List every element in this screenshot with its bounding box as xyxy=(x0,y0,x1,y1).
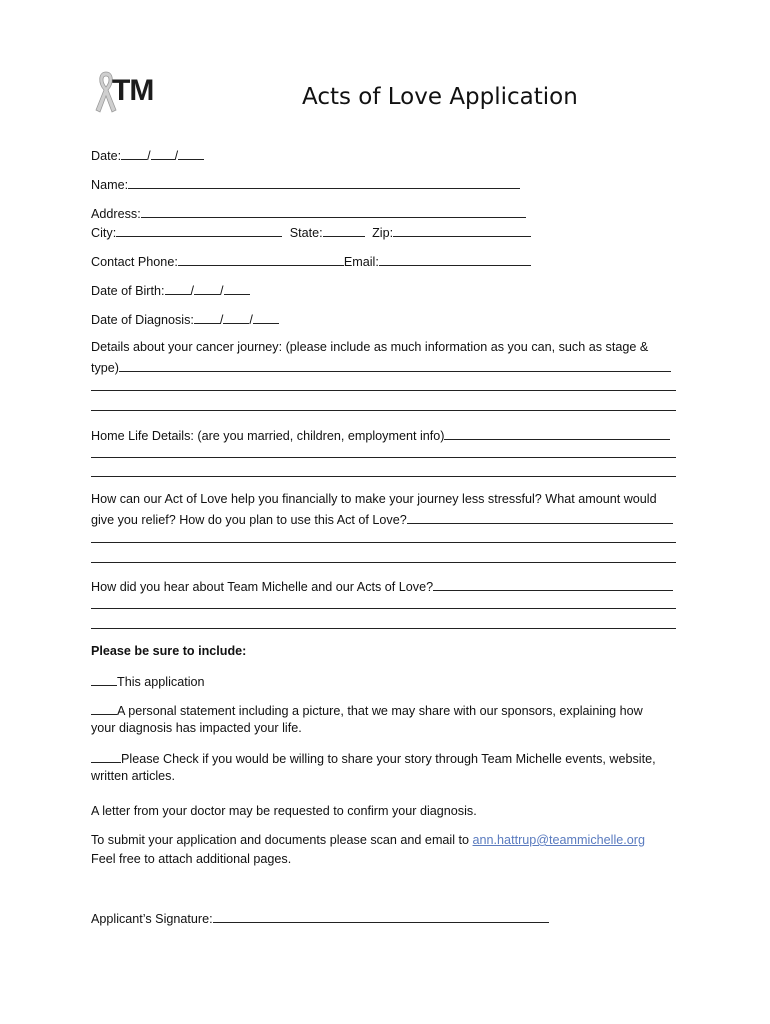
date-separator: / xyxy=(190,284,194,298)
checklist-item-label: This application xyxy=(117,675,205,689)
hear-about-row xyxy=(91,577,673,596)
address-row xyxy=(91,204,526,223)
submit-text: To submit your application and documents please scan and email to xyxy=(91,833,473,847)
hear-about-field[interactable] xyxy=(433,577,673,591)
answer-line[interactable] xyxy=(91,390,676,391)
zip-field[interactable] xyxy=(393,223,531,237)
checklist-blank[interactable] xyxy=(91,701,117,715)
dob-row xyxy=(91,281,250,300)
state-label: State: xyxy=(289,226,323,240)
home-life-label: Home Life Details: (are you married, children, employment info) xyxy=(91,429,445,443)
email-field[interactable] xyxy=(379,252,531,266)
date-year-field[interactable] xyxy=(178,146,204,160)
city-state-zip-row xyxy=(91,223,531,242)
checklist-item-statement xyxy=(91,701,643,720)
submit-row xyxy=(91,832,645,849)
phone-field[interactable] xyxy=(178,252,344,266)
phone-label: Contact Phone: xyxy=(91,255,178,269)
cancer-journey-row xyxy=(91,358,671,377)
checklist-item-application xyxy=(91,672,205,691)
date-separator: / xyxy=(147,149,151,163)
dob-year-field[interactable] xyxy=(224,281,250,295)
name-row xyxy=(91,175,520,194)
zip-label: Zip: xyxy=(372,226,394,240)
answer-line[interactable] xyxy=(91,562,676,563)
checklist-item-share xyxy=(91,749,656,768)
answer-line[interactable] xyxy=(91,410,676,411)
checklist-item-share-cont: written articles. xyxy=(91,769,175,783)
city-label: City: xyxy=(91,226,117,240)
address-field[interactable] xyxy=(141,204,526,218)
name-field[interactable] xyxy=(128,175,520,189)
date-label: Date: xyxy=(91,149,122,163)
dob-month-field[interactable] xyxy=(165,281,191,295)
home-life-row xyxy=(91,426,670,445)
dob-day-field[interactable] xyxy=(194,281,220,295)
checklist-item-label: A personal statement including a picture, that we may share with our sponsors, explaining how xyxy=(117,704,643,718)
checklist-blank[interactable] xyxy=(91,749,121,763)
date-separator: / xyxy=(174,149,179,163)
attach-note: Feel free to attach additional pages. xyxy=(91,852,292,866)
dob-label: Date of Birth: xyxy=(91,284,165,298)
signature-row xyxy=(91,909,549,928)
address-label: Address: xyxy=(91,207,141,221)
checklist-blank[interactable] xyxy=(91,672,117,686)
diagnosis-month-field[interactable] xyxy=(194,310,220,324)
phone-email-row xyxy=(91,252,531,271)
date-separator: / xyxy=(220,284,224,298)
financial-label: give you relief? How do you plan to use this Act of Love? xyxy=(91,513,407,527)
email-label: Email: xyxy=(343,255,379,269)
cancer-journey-question: Details about your cancer journey: (please include as much information as you can, such as stage & xyxy=(91,340,649,354)
date-month-field[interactable] xyxy=(121,146,147,160)
home-life-field[interactable] xyxy=(444,426,670,440)
state-field[interactable] xyxy=(323,223,365,237)
diagnosis-date-row xyxy=(91,310,279,329)
team-michelle-logo xyxy=(92,68,174,114)
checklist-item-label: Please Check if you would be willing to share your story through Team Michelle events, website, xyxy=(121,752,656,766)
checklist-heading: Please be sure to include: xyxy=(91,644,247,658)
date-day-field[interactable] xyxy=(151,146,175,160)
contact-email-link[interactable]: ann.hattrup@teammichelle.org xyxy=(472,833,645,847)
date-separator: / xyxy=(249,313,253,327)
financial-question: How can our Act of Love help you financially to make your journey less stressful? What amount would xyxy=(91,492,657,506)
logo-text: TM xyxy=(112,74,154,107)
answer-line[interactable] xyxy=(91,608,676,609)
answer-line[interactable] xyxy=(91,628,676,629)
checklist-item-statement-cont: your diagnosis has impacted your life. xyxy=(91,721,302,735)
answer-line[interactable] xyxy=(91,457,676,458)
financial-field[interactable] xyxy=(407,510,673,524)
answer-line[interactable] xyxy=(91,542,676,543)
city-field[interactable] xyxy=(116,223,282,237)
name-label: Name: xyxy=(91,178,129,192)
date-separator: / xyxy=(219,313,224,327)
diagnosis-date-label: Date of Diagnosis: xyxy=(91,313,194,327)
cancer-journey-field[interactable] xyxy=(119,358,671,372)
signature-label: Applicant’s Signature: xyxy=(91,912,213,926)
cancer-journey-label: type) xyxy=(91,361,119,375)
signature-field[interactable] xyxy=(213,909,549,923)
financial-row xyxy=(91,510,673,529)
diagnosis-year-field[interactable] xyxy=(253,310,279,324)
answer-line[interactable] xyxy=(91,476,676,477)
date-row xyxy=(91,146,204,165)
diagnosis-day-field[interactable] xyxy=(223,310,249,324)
page-title: Acts of Love Application xyxy=(302,84,578,110)
doctor-letter-note: A letter from your doctor may be requested to confirm your diagnosis. xyxy=(91,804,477,818)
hear-about-label: How did you hear about Team Michelle and our Acts of Love? xyxy=(91,580,434,594)
